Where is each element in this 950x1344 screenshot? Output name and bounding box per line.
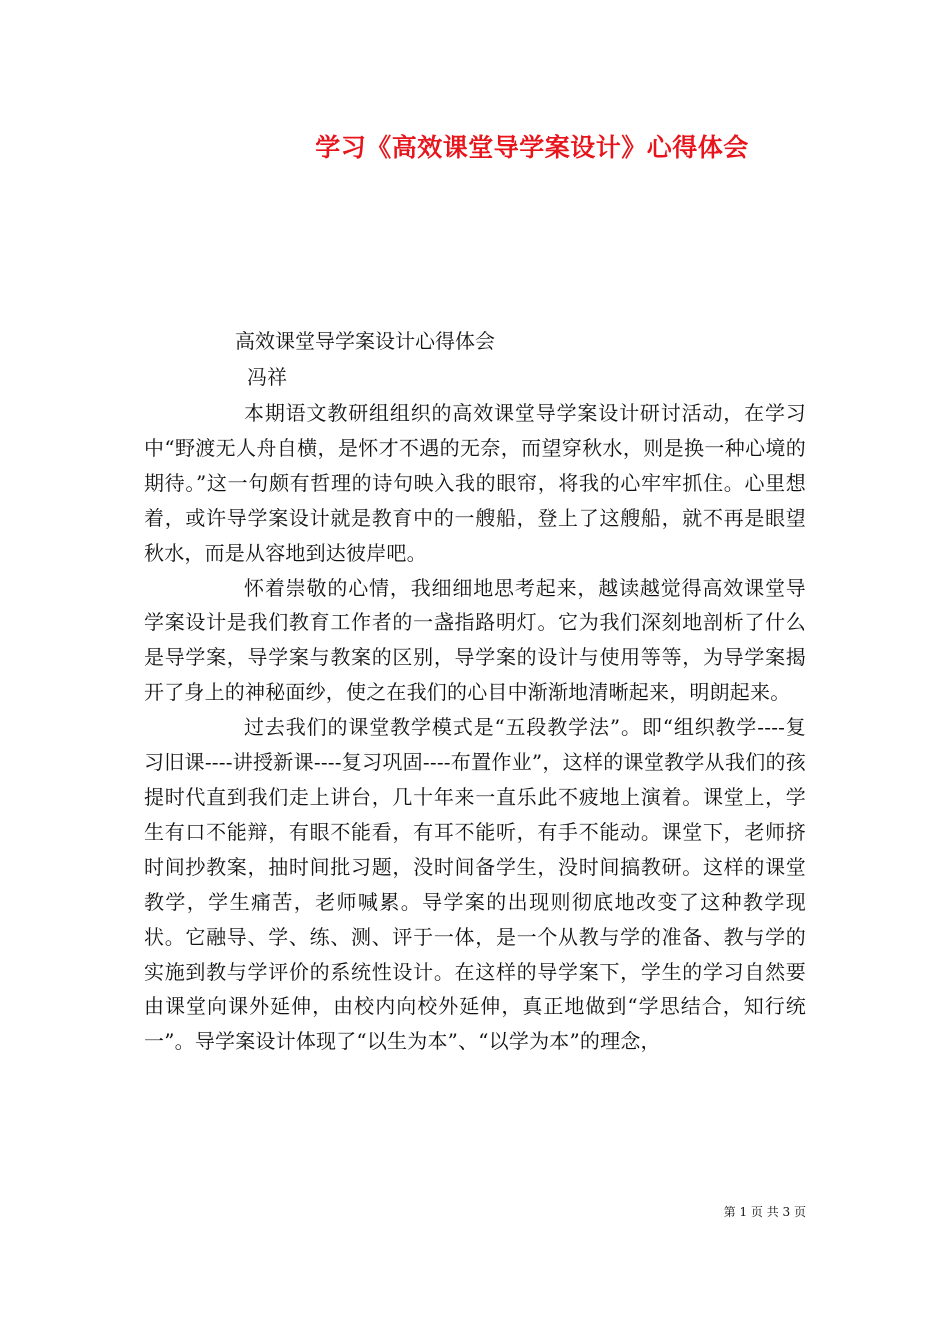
body-paragraph-2: 怀着崇敬的心情，我细细地思考起来，越读越觉得高效课堂导学案设计是我们教育工作者的一盏指路明灯。它为我们深刻地剖析了什么是导学案，导学案与教案的区别，导学案的设计与使用等等，为导学案揭开了身上的神秘面纱，使之在我们的心目中渐渐地清晰起来，明朗起来。 xyxy=(144,575,806,705)
body-paragraph-1: 本期语文教研组组织的高效课堂导学案设计研讨活动，在学习中“野渡无人舟自横，是怀才不遇的无奈，而望穿秋水，则是换一种心境的期待。”这一句颇有哲理的诗句映入我的眼帘，将我的心牢牢抓住。心里想着，或许导学案设计就是教育中的一艘船，登上了这艘船，就不再是眼望秋水，而是从容地到达彼岸吧。 xyxy=(144,401,806,565)
document-subtitle: 高效课堂导学案设计心得体会 xyxy=(235,329,495,353)
body-paragraph-3: 过去我们的课堂教学模式是“五段教学法”。即“组织教学----复习旧课----讲授新课----复习巩固----布置作业”，这样的课堂教学从我们的孩提时代直到我们走上讲台，几十年来一直乐此不疲地上演着。课堂上，学生有口不能辩，有眼不能看，有耳不能听，有手不能动。课堂下，老师挤时间抄教案，抽时间批习题，没时间备学生，没时间搞教研。这样的课堂教学，学生痛苦，老师喊累。导学案的出现则彻底地改变了这种教学现状。它融导、学、练、测、评于一体，是一个从教与学的准备、教与学的实施到教与学评价的系统性设计。在这样的导学案下，学生的学习自然要由课堂向课外延伸，由校内向校外延伸，真正地做到“学思结合，知行统一”。导学案设计体现了“以生为本”、“以学为本”的理念， xyxy=(144,715,806,1054)
document-author: 冯祥 xyxy=(247,365,287,389)
document-title: 学习《高效课堂导学案设计》心得体会 xyxy=(315,133,749,162)
document-body xyxy=(144,396,806,1059)
page-number-footer: 第 1 页 共 3 页 xyxy=(723,1205,806,1219)
